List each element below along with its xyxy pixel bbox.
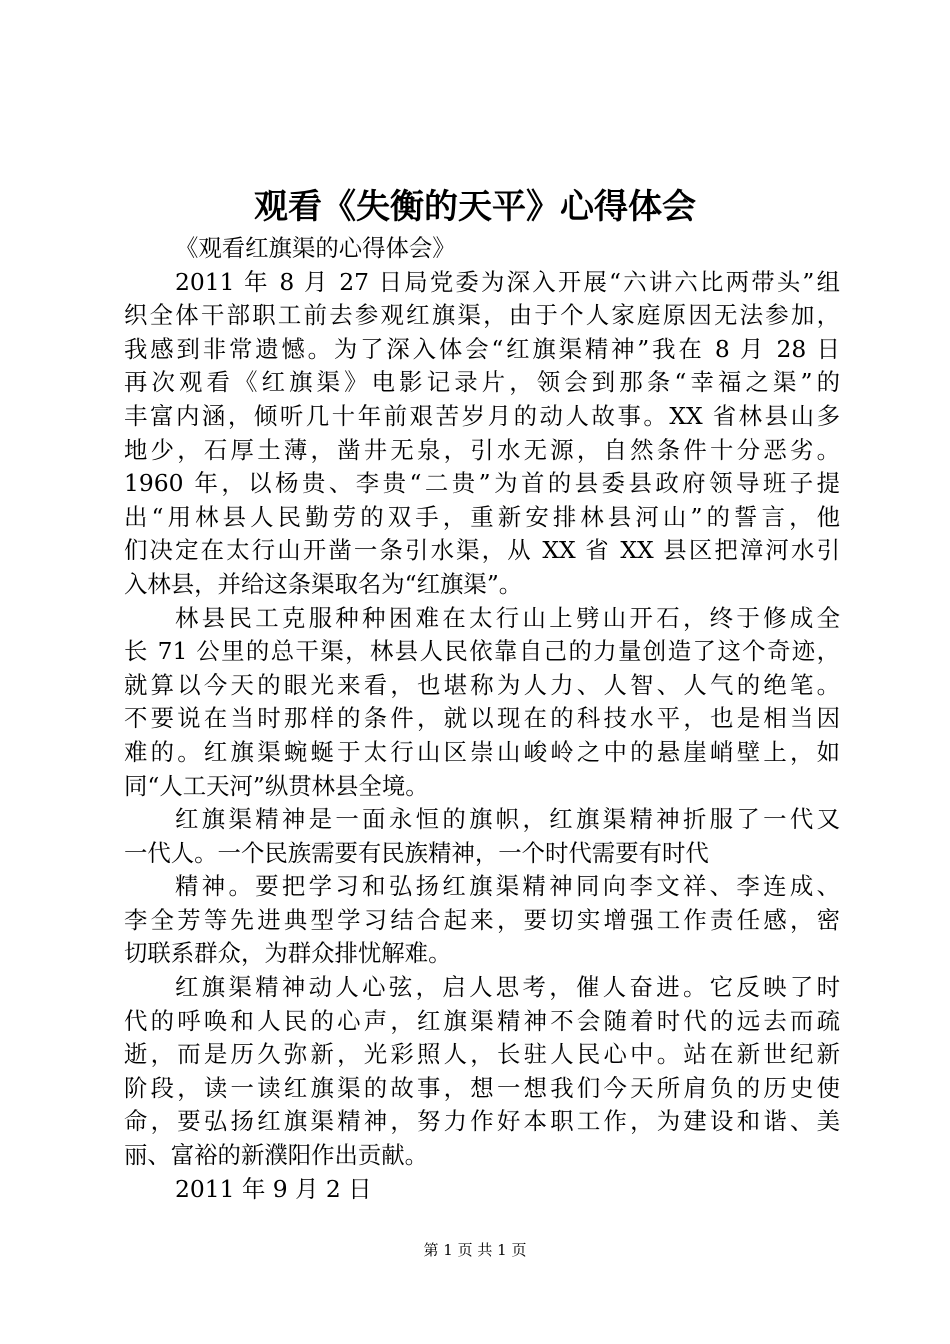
paragraph-line: 红旗渠精神是一面永恒的旗帜，红旗渠精神折服了一代又 xyxy=(175,805,840,834)
document-date: 2011 年 9 月 2 日 xyxy=(175,1174,372,1203)
paragraph-line: 入林县，并给这条渠取名为“红旗渠”。 xyxy=(124,569,523,598)
paragraph-line: 命，要弘扬红旗渠精神，努力作好本职工作，为建设和谐、美 xyxy=(124,1107,840,1136)
paragraph-line: 林县民工克服种种困难在太行山上劈山开石，终于修成全 xyxy=(175,603,840,632)
document-body xyxy=(124,232,840,1206)
paragraph-line: 我感到非常遗憾。为了深入体会“红旗渠精神”我在 8 月 28 日 xyxy=(124,334,840,363)
document-title: 观看《失衡的天平》心得体会 xyxy=(254,187,696,227)
paragraph-line: 代的呼唤和人民的心声，红旗渠精神不会随着时代的远去而疏 xyxy=(124,1006,840,1035)
paragraph-1 xyxy=(124,266,840,602)
page-footer xyxy=(0,1239,950,1261)
paragraph-line: 1960 年，以杨贵、李贵“二贵”为首的县委县政府领导班子提 xyxy=(124,469,840,498)
paragraph-line: 一代人。一个民族需要有民族精神，一个时代需要有时代 xyxy=(124,838,709,867)
paragraph-line: 出“用林县人民勤劳的双手，重新安排林县河山”的誓言，他 xyxy=(124,502,840,531)
paragraph-line: 们决定在太行山开凿一条引水渠，从 XX 省 XX 县区把漳河水引 xyxy=(124,536,840,565)
paragraph-line: 不要说在当时那样的条件，就以现在的科技水平，也是相当因 xyxy=(124,704,840,733)
paragraph-line: 长 71 公里的总干渠，林县人民依靠自己的力量创造了这个奇迹， xyxy=(124,637,840,666)
paragraph-line: 地少，石厚土薄，凿井无泉，引水无源，自然条件十分恶劣。 xyxy=(124,435,840,464)
paragraph-line: 切联系群众，为群众排忧解难。 xyxy=(124,939,452,968)
paragraph-line: 难的。红旗渠蜿蜒于太行山区崇山峻岭之中的悬崖峭壁上，如 xyxy=(124,737,840,766)
paragraph-line: 再次观看《红旗渠》电影记录片，领会到那条“幸福之渠”的 xyxy=(124,368,840,397)
paragraph-line: 丰富内涵，倾听几十年前艰苦岁月的动人故事。XX 省林县山多 xyxy=(124,401,840,430)
paragraph-2 xyxy=(124,602,840,804)
paragraph-line: 丽、富裕的新濮阳作出贡献。 xyxy=(124,1141,429,1170)
page-number: 第 1 页 共 1 页 xyxy=(423,1241,527,1259)
paragraph-line: 李全芳等先进典型学习结合起来，要切实增强工作责任感，密 xyxy=(124,905,840,934)
paragraph-line: 阶段，读一读红旗渠的故事，想一想我们今天所肩负的历史使 xyxy=(124,1073,840,1102)
paragraph-line: 就算以今天的眼光来看，也堪称为人力、人智、人气的绝笔。 xyxy=(124,670,840,699)
paragraph-line: 精神。要把学习和弘扬红旗渠精神同向李文祥、李连成、 xyxy=(175,872,840,901)
paragraph-line: 红旗渠精神动人心弦，启人思考，催人奋进。它反映了时 xyxy=(175,973,840,1002)
paragraph-line: 2011 年 8 月 27 日局党委为深入开展“六讲六比两带头”组 xyxy=(175,267,840,296)
paragraph-line: 逝，而是历久弥新，光彩照人，长驻人民心中。站在新世纪新 xyxy=(124,1040,840,1069)
paragraph-4 xyxy=(124,870,840,971)
document-subtitle: 《观看红旗渠的心得体会》 xyxy=(175,234,456,262)
paragraph-5 xyxy=(124,971,840,1173)
paragraph-3 xyxy=(124,803,840,870)
paragraph-line: 同“人工天河”纵贯林县全境。 xyxy=(124,771,429,800)
paragraph-line: 织全体干部职工前去参观红旗渠，由于个人家庭原因无法参加， xyxy=(124,301,840,330)
